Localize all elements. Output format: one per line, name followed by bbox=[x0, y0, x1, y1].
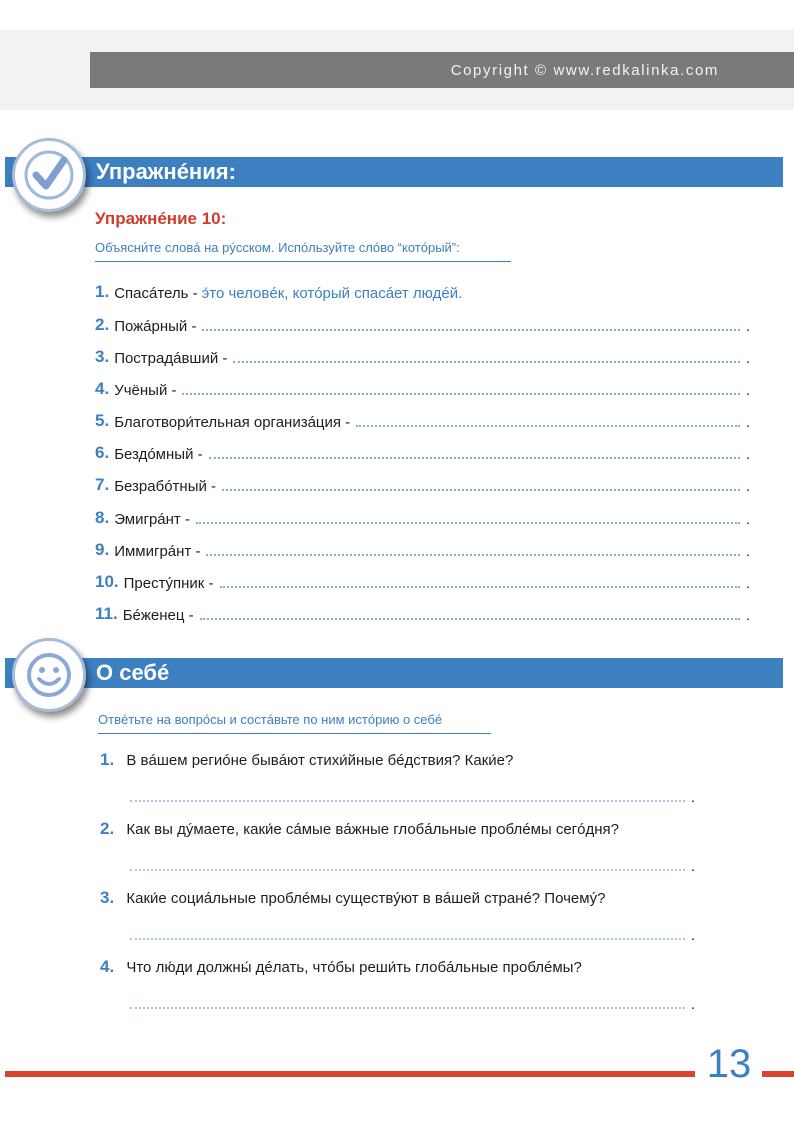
answer-line[interactable] bbox=[209, 457, 740, 459]
question-text: Как вы дýмаете, каки́е сáмые вáжные глобáльные проблéмы сегóдня? bbox=[126, 821, 619, 838]
item-number: 4. bbox=[95, 379, 110, 398]
answer-line[interactable] bbox=[182, 393, 739, 395]
answer-line[interactable] bbox=[222, 489, 740, 491]
item-end: . bbox=[745, 543, 750, 560]
item-number: 8. bbox=[95, 508, 110, 527]
exercise-item bbox=[95, 570, 750, 592]
item-word: Бездóмный - bbox=[114, 446, 203, 463]
item-end: . bbox=[745, 575, 750, 592]
answer-end: . bbox=[690, 789, 695, 806]
item-word: Бéженец - bbox=[122, 607, 194, 624]
answer-line[interactable] bbox=[196, 522, 740, 524]
answer-end: . bbox=[690, 858, 695, 875]
item-end: . bbox=[745, 446, 750, 463]
answer-line[interactable] bbox=[233, 361, 739, 363]
footer-rule-right bbox=[762, 1071, 794, 1077]
exercise-item bbox=[95, 441, 750, 463]
item-word: Учёный - bbox=[114, 382, 177, 399]
question-number: 1. bbox=[100, 750, 115, 769]
answer-line[interactable] bbox=[130, 869, 685, 871]
question bbox=[100, 819, 619, 839]
smiley-icon bbox=[12, 638, 86, 712]
item-word: Иммигрáнт - bbox=[114, 543, 201, 560]
answer-line[interactable] bbox=[356, 425, 740, 427]
copyright-text: Copyright © www.redkalinka.com bbox=[450, 61, 719, 79]
question bbox=[100, 750, 513, 770]
item-end: . bbox=[745, 318, 750, 335]
exercise-item bbox=[95, 409, 750, 431]
item-number: 2. bbox=[95, 315, 110, 334]
question-text: Что лю́ди должны́ дéлать, чтóбы реши́ть глобáльные проблéмы? bbox=[126, 959, 582, 976]
exercise-item bbox=[95, 473, 750, 495]
item-word: Благотвори́тельная организáция - bbox=[114, 414, 351, 431]
question bbox=[100, 957, 582, 977]
section-about-title: О себé bbox=[96, 660, 170, 685]
question-text: В вáшем региóне бывáют стихи́йные бéдствия? Каки́е? bbox=[126, 752, 514, 769]
question-text: Каки́е социáльные проблéмы существýют в вáшей странé? Почемý? bbox=[126, 890, 606, 907]
item-number: 6. bbox=[95, 443, 110, 462]
question-number: 4. bbox=[100, 957, 115, 976]
answer-line[interactable] bbox=[206, 554, 739, 556]
item-number: 9. bbox=[95, 540, 110, 559]
exercise-item bbox=[95, 313, 750, 335]
exercise-title: Упражнéние 10: bbox=[95, 209, 227, 228]
checkmark-icon bbox=[12, 138, 86, 212]
item-end: . bbox=[745, 607, 750, 624]
exercise-instruction: Объясни́те словá на рýсском. Испóльзуйте слóво “котóрый”: bbox=[95, 240, 511, 262]
question-number: 2. bbox=[100, 819, 115, 838]
item-answer: э́то человéк, котóрый спасáет людéй. bbox=[201, 285, 463, 302]
item-end: . bbox=[745, 350, 750, 367]
item-word: Пожáрный - bbox=[114, 318, 197, 335]
answer-line[interactable] bbox=[130, 800, 685, 802]
answer-line-row bbox=[130, 926, 695, 944]
copyright-bar bbox=[90, 52, 794, 88]
item-number: 3. bbox=[95, 347, 110, 366]
answer-line[interactable] bbox=[130, 938, 685, 940]
answer-end: . bbox=[690, 996, 695, 1013]
question-number: 3. bbox=[100, 888, 115, 907]
item-end: . bbox=[745, 414, 750, 431]
exercise-item bbox=[95, 602, 750, 624]
answer-line-row bbox=[130, 995, 695, 1013]
item-end: . bbox=[745, 382, 750, 399]
answer-line[interactable] bbox=[130, 1007, 685, 1009]
item-end: . bbox=[745, 511, 750, 528]
item-word: Престýпник - bbox=[123, 575, 214, 592]
item-word: Спасáтель - bbox=[114, 285, 198, 302]
item-number: 11. bbox=[95, 604, 118, 623]
question bbox=[100, 888, 605, 908]
item-number: 7. bbox=[95, 475, 110, 494]
page-number: 13 bbox=[706, 1042, 752, 1086]
item-word: Безрабóтный - bbox=[114, 478, 217, 495]
answer-line[interactable] bbox=[200, 618, 740, 620]
answer-line-row bbox=[130, 857, 695, 875]
item-word: Пострадáвший - bbox=[114, 350, 228, 367]
exercise-item bbox=[95, 280, 750, 302]
item-end: . bbox=[745, 478, 750, 495]
exercise-item bbox=[95, 345, 750, 367]
section-exercises-title: Упражнéния: bbox=[96, 159, 236, 184]
questions-instruction: Отвéтьте на вопрóсы и состáвьте по ним истóрию о себé bbox=[98, 712, 491, 734]
answer-line[interactable] bbox=[202, 329, 739, 331]
answer-line-row bbox=[130, 788, 695, 806]
answer-line[interactable] bbox=[220, 586, 740, 588]
item-word: Эмигрáнт - bbox=[114, 511, 190, 528]
exercise-item bbox=[95, 538, 750, 560]
item-number: 1. bbox=[95, 282, 110, 301]
footer-rule-left bbox=[5, 1071, 695, 1077]
exercise-item bbox=[95, 506, 750, 528]
exercise-item bbox=[95, 377, 750, 399]
answer-end: . bbox=[690, 927, 695, 944]
item-number: 10. bbox=[95, 572, 119, 591]
item-number: 5. bbox=[95, 411, 110, 430]
